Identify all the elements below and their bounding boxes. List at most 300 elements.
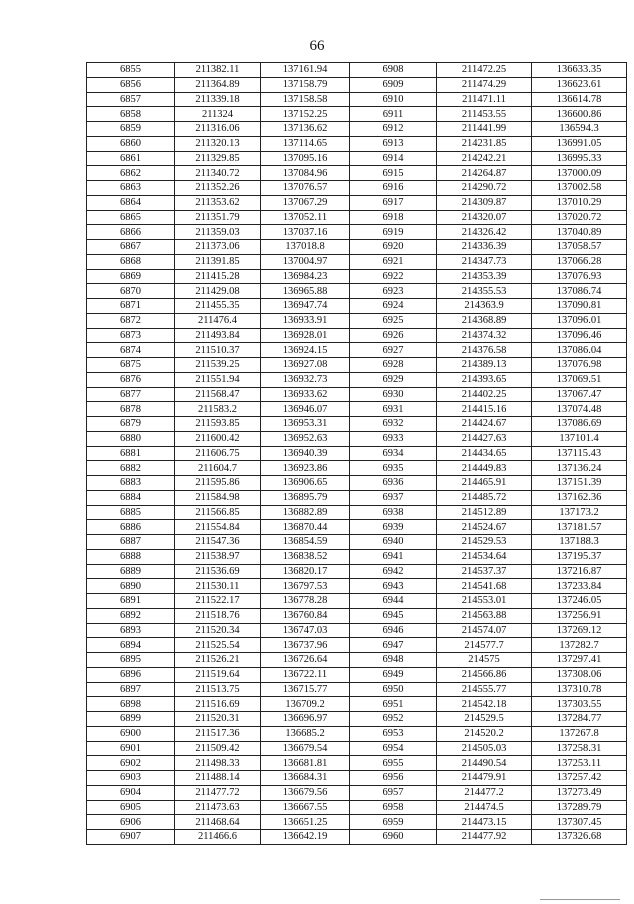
x-coordinate-cell: 211473.63 [175, 800, 261, 815]
y-coordinate-cell: 136642.19 [261, 830, 350, 845]
y-coordinate-cell: 137257.42 [532, 771, 627, 786]
x-coordinate-cell: 214490.54 [437, 756, 532, 771]
x-coordinate-cell: 211339.18 [175, 92, 261, 107]
y-coordinate-cell: 137086.69 [532, 417, 627, 432]
x-coordinate-cell: 214434.65 [437, 446, 532, 461]
x-coordinate-cell: 211513.75 [175, 682, 261, 697]
table-row [87, 313, 627, 328]
y-coordinate-cell: 137058.57 [532, 240, 627, 255]
y-coordinate-cell: 137136.62 [261, 122, 350, 137]
x-coordinate-cell: 214320.07 [437, 210, 532, 225]
point-number-cell: 6898 [87, 697, 175, 712]
y-coordinate-cell: 136906.65 [261, 476, 350, 491]
table-row [87, 343, 627, 358]
y-coordinate-cell: 136726.64 [261, 653, 350, 668]
x-coordinate-cell: 211493.84 [175, 328, 261, 343]
table-row [87, 63, 627, 78]
x-coordinate-cell: 214336.39 [437, 240, 532, 255]
point-number-cell: 6936 [350, 476, 437, 491]
point-number-cell: 6923 [350, 284, 437, 299]
point-number-cell: 6957 [350, 785, 437, 800]
y-coordinate-cell: 136667.55 [261, 800, 350, 815]
x-coordinate-cell: 211520.31 [175, 712, 261, 727]
y-coordinate-cell: 137161.94 [261, 63, 350, 78]
x-coordinate-cell: 214477.92 [437, 830, 532, 845]
x-coordinate-cell: 211382.11 [175, 63, 261, 78]
point-number-cell: 6900 [87, 726, 175, 741]
point-number-cell: 6925 [350, 313, 437, 328]
point-number-cell: 6917 [350, 195, 437, 210]
x-coordinate-cell: 211352.26 [175, 181, 261, 196]
y-coordinate-cell: 136679.56 [261, 785, 350, 800]
y-coordinate-cell: 136722.11 [261, 667, 350, 682]
point-number-cell: 6882 [87, 461, 175, 476]
x-coordinate-cell: 211477.72 [175, 785, 261, 800]
y-coordinate-cell: 136760.84 [261, 608, 350, 623]
y-coordinate-cell: 137256.91 [532, 608, 627, 623]
x-coordinate-cell: 211429.08 [175, 284, 261, 299]
y-coordinate-cell: 137020.72 [532, 210, 627, 225]
table-row [87, 166, 627, 181]
y-coordinate-cell: 136947.74 [261, 299, 350, 314]
x-coordinate-cell: 214424.67 [437, 417, 532, 432]
point-number-cell: 6859 [87, 122, 175, 137]
table-row [87, 638, 627, 653]
y-coordinate-cell: 137101.4 [532, 431, 627, 446]
point-number-cell: 6862 [87, 166, 175, 181]
x-coordinate-cell: 214477.2 [437, 785, 532, 800]
y-coordinate-cell: 137303.55 [532, 697, 627, 712]
y-coordinate-cell: 136854.59 [261, 535, 350, 550]
y-coordinate-cell: 136995.33 [532, 151, 627, 166]
x-coordinate-cell: 211353.62 [175, 195, 261, 210]
x-coordinate-cell: 214537.37 [437, 564, 532, 579]
y-coordinate-cell: 136895.79 [261, 490, 350, 505]
point-number-cell: 6860 [87, 136, 175, 151]
point-number-cell: 6940 [350, 535, 437, 550]
x-coordinate-cell: 211595.86 [175, 476, 261, 491]
y-coordinate-cell: 136946.07 [261, 402, 350, 417]
point-number-cell: 6943 [350, 579, 437, 594]
point-number-cell: 6872 [87, 313, 175, 328]
y-coordinate-cell: 137040.89 [532, 225, 627, 240]
point-number-cell: 6926 [350, 328, 437, 343]
table-row [87, 195, 627, 210]
y-coordinate-cell: 136820.17 [261, 564, 350, 579]
point-number-cell: 6880 [87, 431, 175, 446]
x-coordinate-cell: 214363.9 [437, 299, 532, 314]
x-coordinate-cell: 214368.89 [437, 313, 532, 328]
point-number-cell: 6946 [350, 623, 437, 638]
x-coordinate-cell: 211539.25 [175, 358, 261, 373]
point-number-cell: 6895 [87, 653, 175, 668]
y-coordinate-cell: 137246.05 [532, 594, 627, 609]
x-coordinate-cell: 211517.36 [175, 726, 261, 741]
point-number-cell: 6935 [350, 461, 437, 476]
point-number-cell: 6908 [350, 63, 437, 78]
x-coordinate-cell: 214309.87 [437, 195, 532, 210]
point-number-cell: 6958 [350, 800, 437, 815]
table-row [87, 136, 627, 151]
point-number-cell: 6894 [87, 638, 175, 653]
y-coordinate-cell: 137158.58 [261, 92, 350, 107]
table-row [87, 682, 627, 697]
y-coordinate-cell: 136684.31 [261, 771, 350, 786]
x-coordinate-cell: 214574.07 [437, 623, 532, 638]
x-coordinate-cell: 211472.25 [437, 63, 532, 78]
y-coordinate-cell: 137067.29 [261, 195, 350, 210]
y-coordinate-cell: 137086.74 [532, 284, 627, 299]
y-coordinate-cell: 137173.2 [532, 505, 627, 520]
x-coordinate-cell: 211474.29 [437, 77, 532, 92]
x-coordinate-cell: 211468.64 [175, 815, 261, 830]
table-row [87, 225, 627, 240]
y-coordinate-cell: 137066.28 [532, 254, 627, 269]
point-number-cell: 6866 [87, 225, 175, 240]
y-coordinate-cell: 137076.98 [532, 358, 627, 373]
y-coordinate-cell: 136737.96 [261, 638, 350, 653]
point-number-cell: 6869 [87, 269, 175, 284]
x-coordinate-cell: 211510.37 [175, 343, 261, 358]
point-number-cell: 6907 [87, 830, 175, 845]
x-coordinate-cell: 211600.42 [175, 431, 261, 446]
footer-rule [540, 899, 620, 900]
x-coordinate-cell: 214402.25 [437, 387, 532, 402]
y-coordinate-cell: 137084.96 [261, 166, 350, 181]
x-coordinate-cell: 211547.36 [175, 535, 261, 550]
y-coordinate-cell: 137076.93 [532, 269, 627, 284]
y-coordinate-cell: 137284.77 [532, 712, 627, 727]
point-number-cell: 6856 [87, 77, 175, 92]
y-coordinate-cell: 136681.81 [261, 756, 350, 771]
x-coordinate-cell: 214563.88 [437, 608, 532, 623]
x-coordinate-cell: 214524.67 [437, 520, 532, 535]
table-row [87, 579, 627, 594]
y-coordinate-cell: 136715.77 [261, 682, 350, 697]
y-coordinate-cell: 136600.86 [532, 107, 627, 122]
point-number-cell: 6904 [87, 785, 175, 800]
y-coordinate-cell: 137018.8 [261, 240, 350, 255]
table-row [87, 594, 627, 609]
table-row [87, 210, 627, 225]
x-coordinate-cell: 211476.4 [175, 313, 261, 328]
point-number-cell: 6868 [87, 254, 175, 269]
y-coordinate-cell: 137188.3 [532, 535, 627, 550]
point-number-cell: 6886 [87, 520, 175, 535]
x-coordinate-cell: 211520.34 [175, 623, 261, 638]
y-coordinate-cell: 136838.52 [261, 549, 350, 564]
point-number-cell: 6891 [87, 594, 175, 609]
y-coordinate-cell: 136870.44 [261, 520, 350, 535]
x-coordinate-cell: 211351.79 [175, 210, 261, 225]
y-coordinate-cell: 137152.25 [261, 107, 350, 122]
point-number-cell: 6948 [350, 653, 437, 668]
y-coordinate-cell: 137000.09 [532, 166, 627, 181]
y-coordinate-cell: 136882.89 [261, 505, 350, 520]
table-row [87, 151, 627, 166]
point-number-cell: 6941 [350, 549, 437, 564]
y-coordinate-cell: 137067.47 [532, 387, 627, 402]
point-number-cell: 6916 [350, 181, 437, 196]
x-coordinate-cell: 211498.33 [175, 756, 261, 771]
table-row [87, 653, 627, 668]
table-row [87, 254, 627, 269]
point-number-cell: 6903 [87, 771, 175, 786]
point-number-cell: 6871 [87, 299, 175, 314]
x-coordinate-cell: 211455.35 [175, 299, 261, 314]
point-number-cell: 6867 [87, 240, 175, 255]
x-coordinate-cell: 214566.86 [437, 667, 532, 682]
point-number-cell: 6878 [87, 402, 175, 417]
y-coordinate-cell: 136952.63 [261, 431, 350, 446]
x-coordinate-cell: 211568.47 [175, 387, 261, 402]
table-row [87, 387, 627, 402]
point-number-cell: 6914 [350, 151, 437, 166]
table-row [87, 800, 627, 815]
y-coordinate-cell: 136679.54 [261, 741, 350, 756]
x-coordinate-cell: 211320.13 [175, 136, 261, 151]
y-coordinate-cell: 137096.01 [532, 313, 627, 328]
point-number-cell: 6897 [87, 682, 175, 697]
y-coordinate-cell: 137195.37 [532, 549, 627, 564]
table-row [87, 181, 627, 196]
x-coordinate-cell: 214512.89 [437, 505, 532, 520]
y-coordinate-cell: 136933.62 [261, 387, 350, 402]
y-coordinate-cell: 137253.11 [532, 756, 627, 771]
y-coordinate-cell: 137052.11 [261, 210, 350, 225]
x-coordinate-cell: 214389.13 [437, 358, 532, 373]
x-coordinate-cell: 211364.89 [175, 77, 261, 92]
point-number-cell: 6924 [350, 299, 437, 314]
x-coordinate-cell: 211516.69 [175, 697, 261, 712]
x-coordinate-cell: 214505.03 [437, 741, 532, 756]
y-coordinate-cell: 136594.3 [532, 122, 627, 137]
y-coordinate-cell: 137010.29 [532, 195, 627, 210]
table-row [87, 446, 627, 461]
point-number-cell: 6881 [87, 446, 175, 461]
table-row [87, 269, 627, 284]
x-coordinate-cell: 211583.2 [175, 402, 261, 417]
x-coordinate-cell: 214555.77 [437, 682, 532, 697]
point-number-cell: 6883 [87, 476, 175, 491]
point-number-cell: 6865 [87, 210, 175, 225]
point-number-cell: 6933 [350, 431, 437, 446]
table-row [87, 520, 627, 535]
point-number-cell: 6892 [87, 608, 175, 623]
point-number-cell: 6956 [350, 771, 437, 786]
x-coordinate-cell: 214415.16 [437, 402, 532, 417]
point-number-cell: 6870 [87, 284, 175, 299]
x-coordinate-cell: 214529.53 [437, 535, 532, 550]
x-coordinate-cell: 211522.17 [175, 594, 261, 609]
x-coordinate-cell: 214575 [437, 653, 532, 668]
x-coordinate-cell: 214529.5 [437, 712, 532, 727]
y-coordinate-cell: 137096.46 [532, 328, 627, 343]
x-coordinate-cell: 211471.11 [437, 92, 532, 107]
x-coordinate-cell: 211530.11 [175, 579, 261, 594]
x-coordinate-cell: 211453.55 [437, 107, 532, 122]
y-coordinate-cell: 137114.65 [261, 136, 350, 151]
y-coordinate-cell: 137233.84 [532, 579, 627, 594]
point-number-cell: 6887 [87, 535, 175, 550]
x-coordinate-cell: 211519.64 [175, 667, 261, 682]
x-coordinate-cell: 211340.72 [175, 166, 261, 181]
y-coordinate-cell: 137069.51 [532, 372, 627, 387]
x-coordinate-cell: 214374.32 [437, 328, 532, 343]
table-row [87, 284, 627, 299]
x-coordinate-cell: 214474.5 [437, 800, 532, 815]
x-coordinate-cell: 214355.53 [437, 284, 532, 299]
point-number-cell: 6922 [350, 269, 437, 284]
y-coordinate-cell: 137269.12 [532, 623, 627, 638]
table-row [87, 608, 627, 623]
point-number-cell: 6863 [87, 181, 175, 196]
table-row [87, 107, 627, 122]
x-coordinate-cell: 214449.83 [437, 461, 532, 476]
page-number: 66 [309, 38, 325, 54]
y-coordinate-cell: 137162.36 [532, 490, 627, 505]
y-coordinate-cell: 137181.57 [532, 520, 627, 535]
point-number-cell: 6910 [350, 92, 437, 107]
y-coordinate-cell: 137074.48 [532, 402, 627, 417]
table-row [87, 815, 627, 830]
y-coordinate-cell: 136984.23 [261, 269, 350, 284]
point-number-cell: 6938 [350, 505, 437, 520]
x-coordinate-cell: 214534.64 [437, 549, 532, 564]
table-row [87, 623, 627, 638]
point-number-cell: 6864 [87, 195, 175, 210]
point-number-cell: 6929 [350, 372, 437, 387]
x-coordinate-cell: 214473.15 [437, 815, 532, 830]
point-number-cell: 6939 [350, 520, 437, 535]
table-row [87, 756, 627, 771]
x-coordinate-cell: 211316.06 [175, 122, 261, 137]
x-coordinate-cell: 214553.01 [437, 594, 532, 609]
y-coordinate-cell: 137267.8 [532, 726, 627, 741]
y-coordinate-cell: 136651.25 [261, 815, 350, 830]
x-coordinate-cell: 214393.65 [437, 372, 532, 387]
point-number-cell: 6896 [87, 667, 175, 682]
y-coordinate-cell: 137136.24 [532, 461, 627, 476]
point-number-cell: 6952 [350, 712, 437, 727]
x-coordinate-cell: 211526.21 [175, 653, 261, 668]
point-number-cell: 6861 [87, 151, 175, 166]
point-number-cell: 6931 [350, 402, 437, 417]
x-coordinate-cell: 211509.42 [175, 741, 261, 756]
table-row [87, 358, 627, 373]
y-coordinate-cell: 137002.58 [532, 181, 627, 196]
point-number-cell: 6954 [350, 741, 437, 756]
table-row [87, 461, 627, 476]
y-coordinate-cell: 137216.87 [532, 564, 627, 579]
y-coordinate-cell: 137037.16 [261, 225, 350, 240]
table-row [87, 697, 627, 712]
x-coordinate-cell: 214520.2 [437, 726, 532, 741]
table-row [87, 741, 627, 756]
y-coordinate-cell: 137297.41 [532, 653, 627, 668]
table-row [87, 240, 627, 255]
x-coordinate-cell: 214264.87 [437, 166, 532, 181]
y-coordinate-cell: 137326.68 [532, 830, 627, 845]
table-row [87, 476, 627, 491]
x-coordinate-cell: 214347.73 [437, 254, 532, 269]
point-number-cell: 6893 [87, 623, 175, 638]
x-coordinate-cell: 211391.85 [175, 254, 261, 269]
point-number-cell: 6889 [87, 564, 175, 579]
point-number-cell: 6942 [350, 564, 437, 579]
point-number-cell: 6960 [350, 830, 437, 845]
point-number-cell: 6959 [350, 815, 437, 830]
y-coordinate-cell: 136614.78 [532, 92, 627, 107]
x-coordinate-cell: 214541.68 [437, 579, 532, 594]
table-row [87, 564, 627, 579]
point-number-cell: 6890 [87, 579, 175, 594]
y-coordinate-cell: 136685.2 [261, 726, 350, 741]
y-coordinate-cell: 136965.88 [261, 284, 350, 299]
point-number-cell: 6879 [87, 417, 175, 432]
table-row [87, 402, 627, 417]
point-number-cell: 6885 [87, 505, 175, 520]
point-number-cell: 6888 [87, 549, 175, 564]
x-coordinate-cell: 211488.14 [175, 771, 261, 786]
point-number-cell: 6944 [350, 594, 437, 609]
point-number-cell: 6906 [87, 815, 175, 830]
y-coordinate-cell: 137115.43 [532, 446, 627, 461]
y-coordinate-cell: 137273.49 [532, 785, 627, 800]
x-coordinate-cell: 211324 [175, 107, 261, 122]
y-coordinate-cell: 137308.06 [532, 667, 627, 682]
x-coordinate-cell: 214242.21 [437, 151, 532, 166]
y-coordinate-cell: 136923.86 [261, 461, 350, 476]
y-coordinate-cell: 136933.91 [261, 313, 350, 328]
table-row [87, 92, 627, 107]
point-number-cell: 6873 [87, 328, 175, 343]
table-row [87, 549, 627, 564]
point-number-cell: 6927 [350, 343, 437, 358]
x-coordinate-cell: 214353.39 [437, 269, 532, 284]
y-coordinate-cell: 137090.81 [532, 299, 627, 314]
y-coordinate-cell: 136623.61 [532, 77, 627, 92]
point-number-cell: 6901 [87, 741, 175, 756]
x-coordinate-cell: 211359.03 [175, 225, 261, 240]
y-coordinate-cell: 137258.31 [532, 741, 627, 756]
x-coordinate-cell: 211593.85 [175, 417, 261, 432]
x-coordinate-cell: 211415.28 [175, 269, 261, 284]
table-row [87, 77, 627, 92]
y-coordinate-cell: 137310.78 [532, 682, 627, 697]
point-number-cell: 6874 [87, 343, 175, 358]
x-coordinate-cell: 214326.42 [437, 225, 532, 240]
point-number-cell: 6875 [87, 358, 175, 373]
point-number-cell: 6899 [87, 712, 175, 727]
x-coordinate-cell: 214427.63 [437, 431, 532, 446]
x-coordinate-cell: 211554.84 [175, 520, 261, 535]
point-number-cell: 6955 [350, 756, 437, 771]
point-number-cell: 6950 [350, 682, 437, 697]
y-coordinate-cell: 137095.16 [261, 151, 350, 166]
point-number-cell: 6909 [350, 77, 437, 92]
y-coordinate-cell: 136747.03 [261, 623, 350, 638]
point-number-cell: 6949 [350, 667, 437, 682]
x-coordinate-cell: 214290.72 [437, 181, 532, 196]
table-row [87, 417, 627, 432]
point-number-cell: 6919 [350, 225, 437, 240]
point-number-cell: 6857 [87, 92, 175, 107]
point-number-cell: 6945 [350, 608, 437, 623]
point-number-cell: 6855 [87, 63, 175, 78]
x-coordinate-cell: 214479.91 [437, 771, 532, 786]
point-number-cell: 6937 [350, 490, 437, 505]
